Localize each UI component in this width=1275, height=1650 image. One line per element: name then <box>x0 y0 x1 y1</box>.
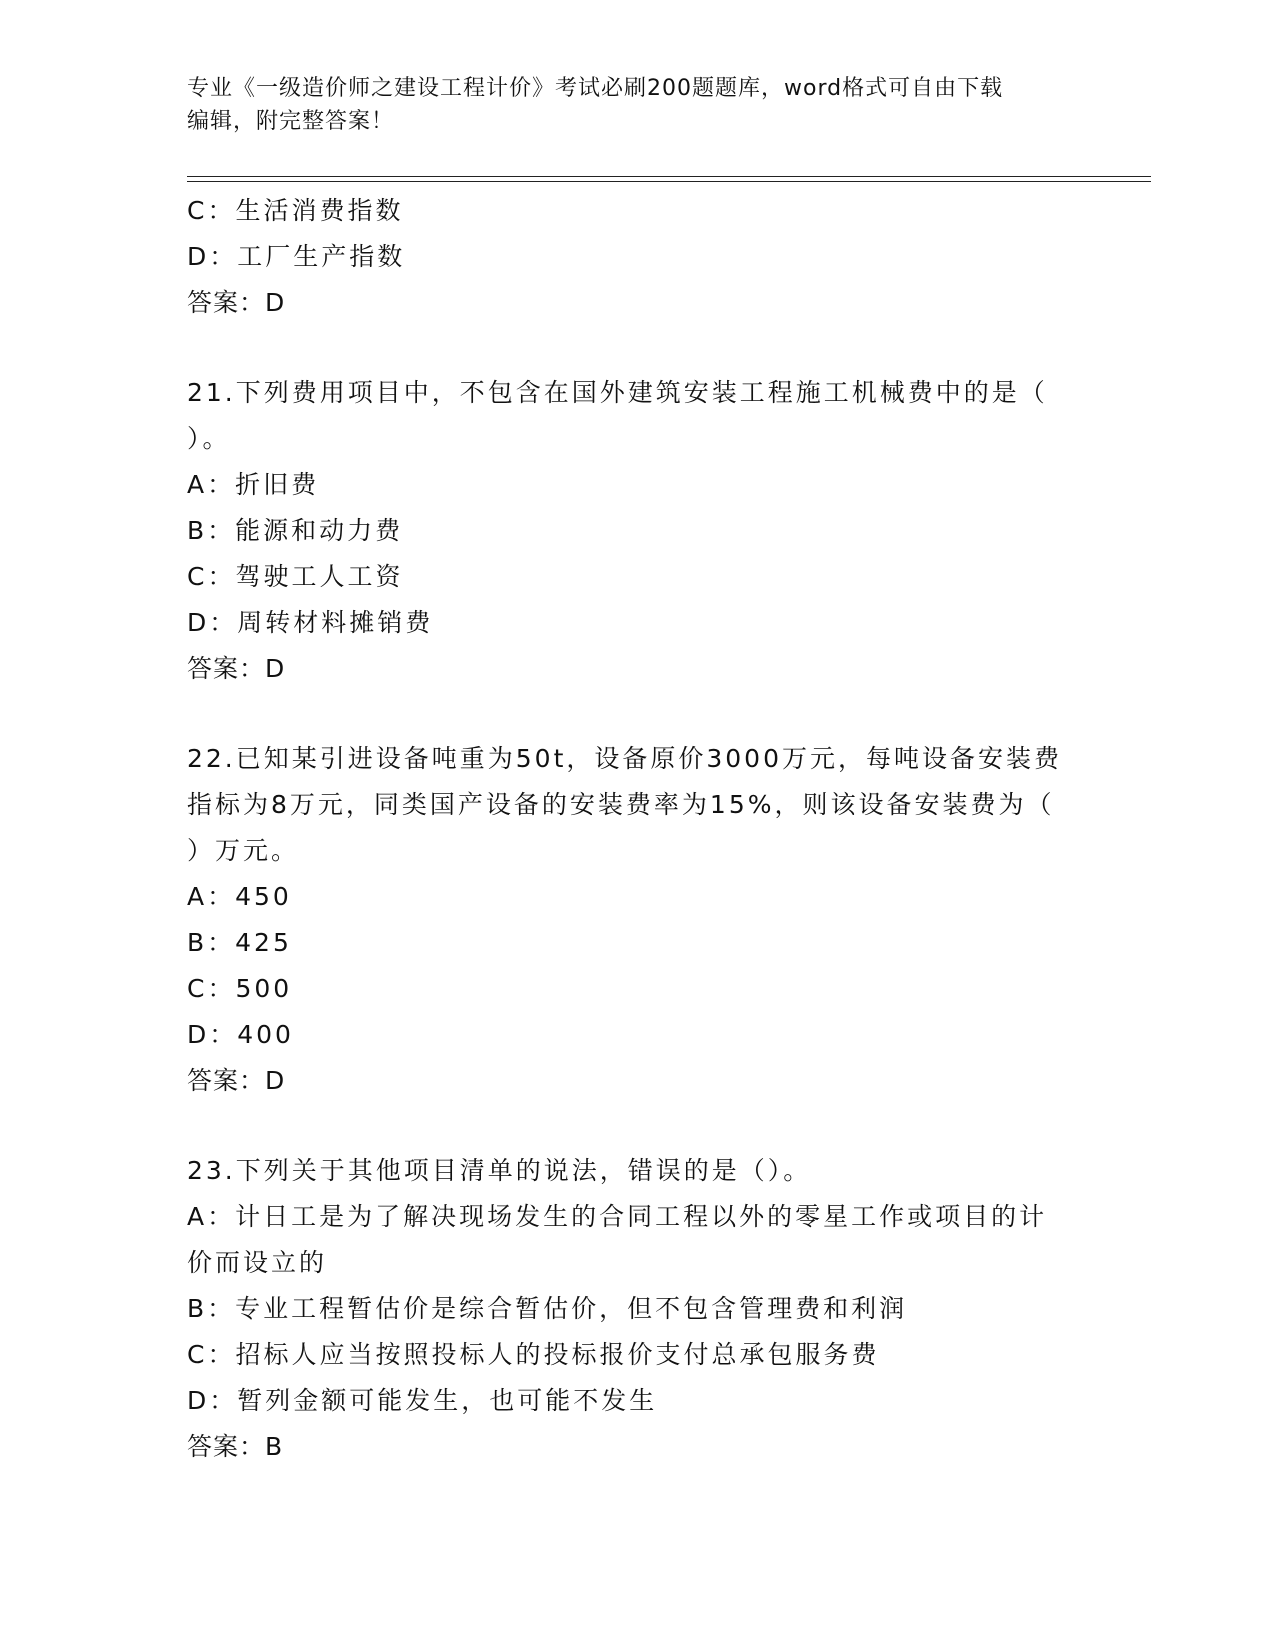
option-c: C：驾驶工人工资 <box>187 562 404 591</box>
question-stem: 22.已知某引进设备吨重为50t，设备原价3000万元，每吨设备安装费 <box>187 744 1062 773</box>
option-a: A：450 <box>187 882 292 911</box>
question-21 <box>187 370 1087 692</box>
option-a: A：折旧费 <box>187 470 320 499</box>
answer: 答案：B <box>187 1432 284 1461</box>
question-stem: ）。 <box>187 424 231 453</box>
option-d: D：400 <box>187 1020 294 1049</box>
question-stem: 23.下列关于其他项目清单的说法，错误的是（）。 <box>187 1156 812 1185</box>
header-line-2: 编辑，附完整答案！ <box>187 109 395 134</box>
page-header <box>187 72 1087 138</box>
header-rule-top <box>187 176 1151 177</box>
question-stem: ）万元。 <box>187 836 300 865</box>
option-a: A：计日工是为了解决现场发生的合同工程以外的零星工作或项目的计 <box>187 1202 1048 1231</box>
header-rule-bottom <box>187 181 1151 182</box>
option-b: B：专业工程暂估价是综合暂估价，但不包含管理费和利润 <box>187 1294 908 1323</box>
question-20-tail <box>187 188 1087 326</box>
question-22 <box>187 736 1087 1104</box>
answer: 答案：D <box>187 654 286 683</box>
question-stem: 21.下列费用项目中，不包含在国外建筑安装工程施工机械费中的是（ <box>187 378 1048 407</box>
option-c: C：生活消费指数 <box>187 196 404 225</box>
option-a-cont: 价而设立的 <box>187 1248 328 1277</box>
document-body <box>187 188 1087 1470</box>
question-23 <box>187 1148 1087 1470</box>
answer: 答案：D <box>187 1066 286 1095</box>
answer: 答案：D <box>187 288 286 317</box>
option-c: C：500 <box>187 974 293 1003</box>
option-b: B：425 <box>187 928 292 957</box>
option-b: B：能源和动力费 <box>187 516 404 545</box>
option-d: D：工厂生产指数 <box>187 242 406 271</box>
option-c: C：招标人应当按照投标人的投标报价支付总承包服务费 <box>187 1340 880 1369</box>
option-d: D：周转材料摊销费 <box>187 608 434 637</box>
question-stem: 指标为8万元，同类国产设备的安装费率为15%，则该设备安装费为（ <box>187 790 1055 819</box>
option-d: D：暂列金额可能发生，也可能不发生 <box>187 1386 658 1415</box>
header-line-1: 专业《一级造价师之建设工程计价》考试必刷200题题库，word格式可自由下载 <box>187 76 1004 101</box>
